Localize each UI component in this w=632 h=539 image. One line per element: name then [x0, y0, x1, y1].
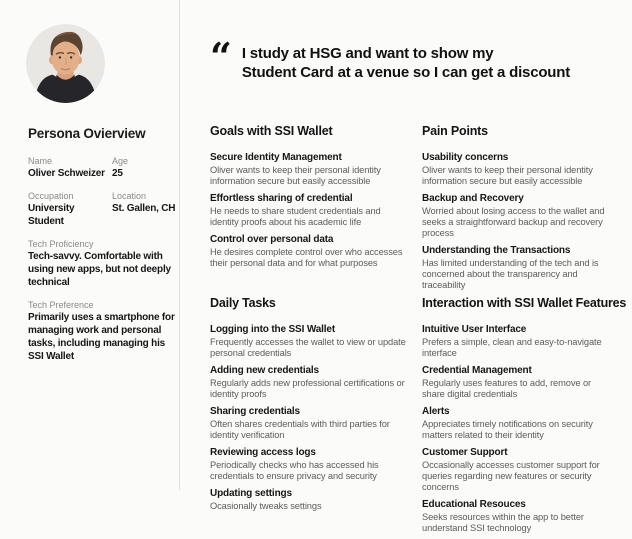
age-value: 25 [112, 168, 123, 179]
goal-item-body: He needs to share student credentials and identity proofs about his academic life [210, 206, 381, 227]
interaction-item-title: Alerts [422, 406, 450, 417]
pain-point-item-title: Usability concerns [422, 152, 509, 163]
interaction-item-body: Seeks resources within the app to better understand SSI technology [422, 512, 584, 533]
age-field [112, 155, 180, 180]
persona-quote [210, 34, 624, 82]
daily-task-item [210, 323, 406, 359]
interaction-item [422, 498, 608, 534]
section-interaction [422, 296, 627, 539]
goal-item-title: Secure Identity Management [210, 152, 342, 163]
name-age-row [28, 155, 180, 180]
occupation-location-row [28, 190, 180, 228]
daily-task-item-body: Frequently accesses the wallet to view or update personal credentials [210, 337, 406, 358]
goal-item-title: Effortless sharing of credential [210, 193, 353, 204]
occupation-label: Occupation [28, 191, 74, 201]
tech-proficiency-field [28, 238, 180, 289]
daily-tasks-title: Daily Tasks [210, 296, 276, 310]
daily-task-item-body: Regularly adds new professional certifications or identity proofs [210, 378, 405, 399]
daily-task-item-title: Logging into the SSI Wallet [210, 324, 336, 335]
sections-grid [210, 124, 627, 539]
daily-task-item [210, 364, 406, 400]
goal-item [210, 151, 406, 187]
tech-preference-field [28, 299, 180, 363]
quote-icon: “ [210, 34, 232, 79]
location-value: St. Gallen, CH [112, 203, 176, 214]
goal-item-body: Oliver wants to keep their personal identity information secure but easily accessible [210, 165, 381, 186]
name-value: Oliver Schweizer [28, 168, 105, 179]
daily-task-item-title: Sharing credentials [210, 406, 300, 417]
name-field [28, 155, 112, 180]
daily-task-item-title: Reviewing access logs [210, 447, 316, 458]
pain-point-item-title: Understanding the Transactions [422, 245, 571, 256]
quote-line-2: Student Card at a venue so I can get a discount [241, 64, 571, 81]
interaction-item-title: Educational Resouces [422, 499, 526, 510]
section-goals [210, 124, 422, 296]
daily-task-item-body: Ocasionally tweaks settings [210, 501, 322, 511]
goal-item-title: Control over personal data [210, 234, 334, 245]
pain-point-item-body: Oliver wants to keep their personal identity information secure but easily accessible [422, 165, 593, 186]
tech-proficiency-label: Tech Proficiency [28, 239, 94, 249]
pain-point-item [422, 244, 608, 291]
interaction-item [422, 405, 608, 441]
interaction-item [422, 323, 608, 359]
quote-text [242, 44, 570, 82]
interaction-item-body: Appreciates timely notifications on security matters related to their identity [422, 419, 593, 440]
interaction-item-title: Credential Management [422, 365, 532, 376]
persona-overview-panel [28, 126, 180, 373]
interaction-title: Interaction with SSI Wallet Features [422, 296, 627, 310]
location-label: Location [112, 191, 147, 201]
goals-title: Goals with SSI Wallet [210, 124, 333, 138]
interaction-item-body: Occasionally accesses customer support for queries regarding new features or security concerns [422, 460, 600, 492]
name-label: Name [28, 156, 53, 166]
occupation-value: University Student [28, 203, 75, 227]
section-daily-tasks [210, 296, 422, 539]
daily-task-item [210, 487, 406, 512]
goal-item [210, 233, 406, 269]
daily-task-item-body: Periodically checks who has accessed his credentials to ensure privacy and security [210, 460, 379, 481]
pain-point-item-body: Worried about losing access to the wallet and seeks a straightforward backup and recovery process [422, 206, 605, 238]
pain-points-title: Pain Points [422, 124, 488, 138]
pain-point-item [422, 151, 608, 187]
section-pain-points [422, 124, 624, 296]
age-label: Age [112, 156, 129, 166]
persona-photo-illustration [26, 24, 105, 103]
avatar [26, 24, 105, 103]
pain-point-item-title: Backup and Recovery [422, 193, 524, 204]
persona-detail-area [210, 0, 627, 539]
daily-task-item-title: Updating settings [210, 488, 292, 499]
daily-task-item-title: Adding new credentials [210, 365, 319, 376]
interaction-item [422, 364, 608, 400]
tech-preference-label: Tech Preference [28, 300, 94, 310]
occupation-field [28, 190, 112, 228]
interaction-item-title: Intuitive User Interface [422, 324, 527, 335]
tech-proficiency-value: Tech-savvy. Comfortable with using new apps, but not deeply technical [28, 251, 171, 288]
vertical-divider [179, 0, 180, 490]
daily-task-item [210, 405, 406, 441]
goal-item [210, 192, 406, 228]
interaction-item-body: Prefers a simple, clean and easy-to-navigate interface [422, 337, 602, 358]
daily-task-item [210, 446, 406, 482]
interaction-item-body: Regularly uses features to add, remove or share digital credentials [422, 378, 592, 399]
persona-overview-title: Persona Ovierview [28, 126, 146, 141]
pain-point-item-body: Has limited understanding of the tech and is concerned about the transparency and traceability [422, 258, 599, 290]
interaction-item [422, 446, 608, 493]
tech-preference-value: Primarily uses a smartphone for managing work and personal tasks, including managing his SSI Wallet [28, 312, 175, 362]
daily-task-item-body: Often shares credentials with third parties for identity verification [210, 419, 390, 440]
pain-point-item [422, 192, 608, 239]
location-field [112, 190, 180, 228]
interaction-item-title: Customer Support [422, 447, 508, 458]
quote-line-1: I study at HSG and want to show my [241, 45, 494, 62]
goal-item-body: He desires complete control over who accesses their personal data and for what purposes [210, 247, 403, 268]
